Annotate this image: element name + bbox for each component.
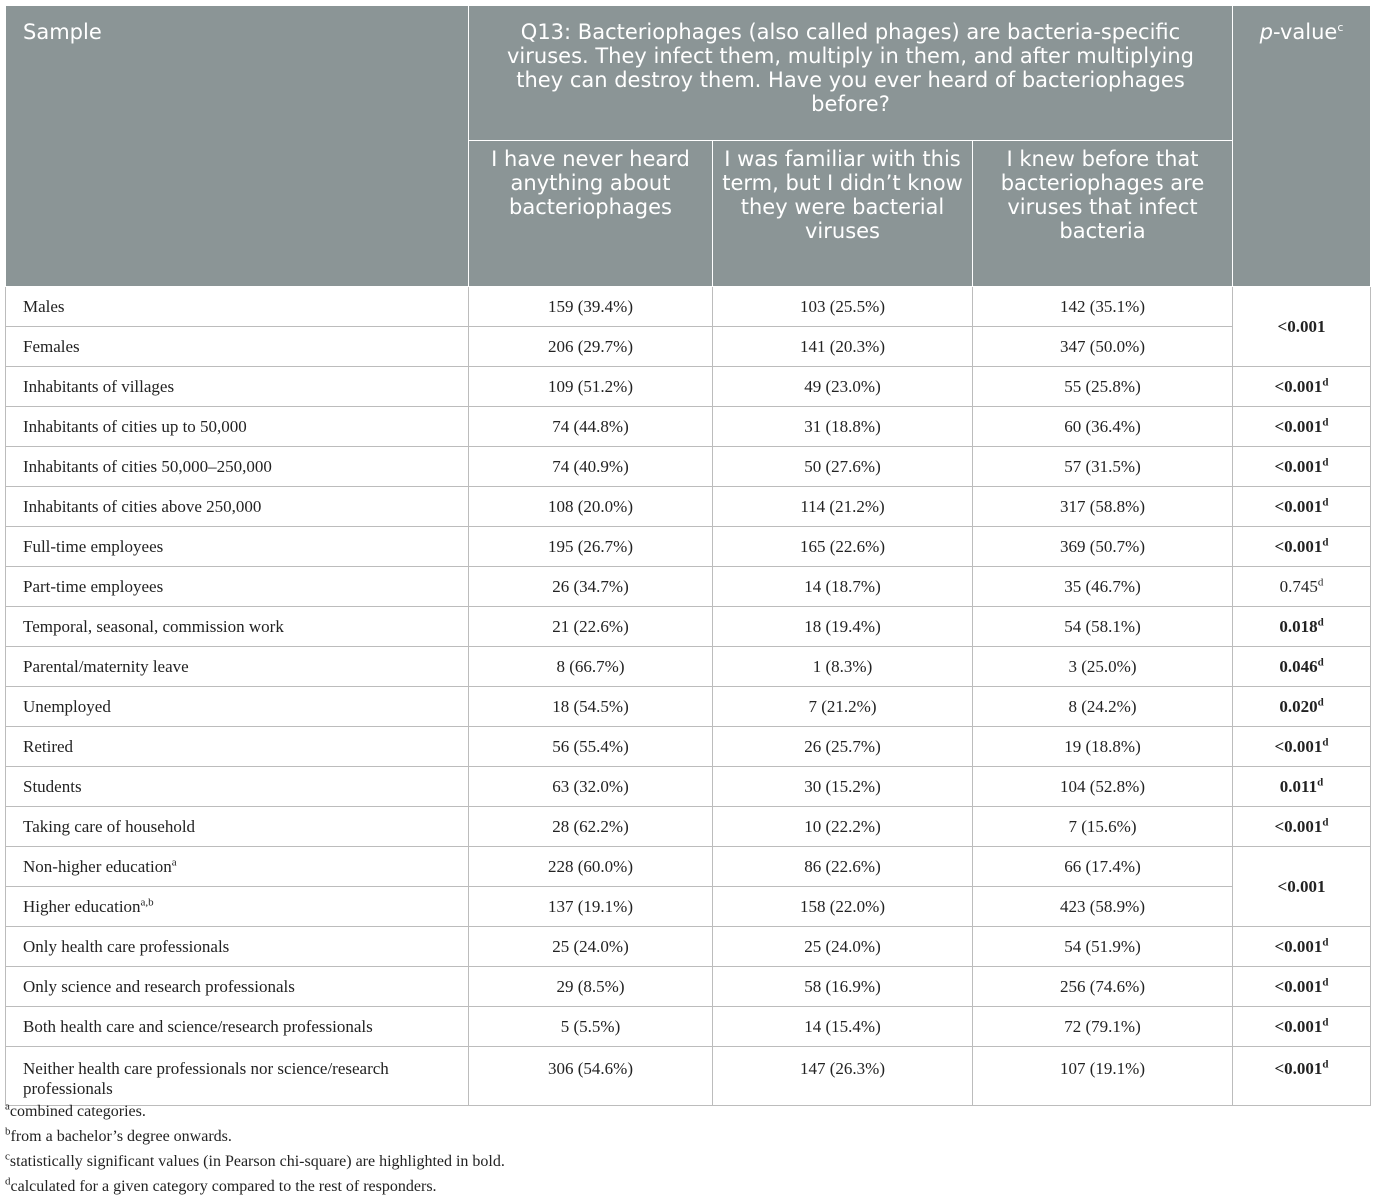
p-value-sup: d	[1322, 375, 1329, 388]
cell-familiar: 31 (18.8%)	[713, 407, 973, 447]
cell-never-heard: 56 (55.4%)	[469, 727, 713, 767]
cell-never-heard: 21 (22.6%)	[469, 607, 713, 647]
row-label: Students	[6, 767, 469, 807]
p-value: 0.745	[1279, 576, 1318, 596]
footnotes	[5, 1099, 1370, 1199]
header-sample: Sample	[6, 6, 469, 287]
p-value: <0.001	[1274, 1016, 1323, 1036]
table-row	[6, 847, 1371, 887]
cell-knew: 3 (25.0%)	[973, 647, 1233, 687]
cell-familiar: 114 (21.2%)	[713, 487, 973, 527]
p-value: <0.001	[1274, 496, 1323, 516]
p-value-sup: d	[1322, 495, 1329, 508]
cell-familiar: 158 (22.0%)	[713, 887, 973, 927]
cell-never-heard: 18 (54.5%)	[469, 687, 713, 727]
p-value-cell	[1233, 367, 1371, 407]
row-label: Parental/maternity leave	[6, 647, 469, 687]
cell-familiar: 30 (15.2%)	[713, 767, 973, 807]
table-row	[6, 327, 1371, 367]
results-table	[5, 5, 1371, 1106]
table-row	[6, 767, 1371, 807]
table-row	[6, 807, 1371, 847]
row-label-cell	[6, 887, 469, 927]
p-value-sup: d	[1322, 815, 1329, 828]
cell-familiar: 10 (22.2%)	[713, 807, 973, 847]
row-label-sup: a,b	[140, 895, 154, 908]
p-value-sup: d	[1322, 935, 1329, 948]
cell-never-heard: 159 (39.4%)	[469, 287, 713, 327]
cell-familiar: 141 (20.3%)	[713, 327, 973, 367]
p-value: 0.046	[1279, 656, 1318, 676]
cell-never-heard: 25 (24.0%)	[469, 927, 713, 967]
p-value-sup: d	[1322, 1058, 1329, 1071]
cell-familiar: 50 (27.6%)	[713, 447, 973, 487]
table-row	[6, 887, 1371, 927]
p-value: <0.001	[1274, 816, 1323, 836]
table-row	[6, 567, 1371, 607]
p-value: <0.001	[1274, 376, 1323, 396]
row-label: Inhabitants of cities up to 50,000	[6, 407, 469, 447]
footnote-mark: b	[5, 1125, 11, 1138]
p-value-sup: d	[1317, 615, 1324, 628]
cell-knew: 19 (18.8%)	[973, 727, 1233, 767]
p-value-sup: d	[1317, 655, 1324, 668]
p-value-cell	[1233, 447, 1371, 487]
table-row	[6, 967, 1371, 1007]
cell-never-heard: 74 (44.8%)	[469, 407, 713, 447]
cell-knew: 7 (15.6%)	[973, 807, 1233, 847]
cell-knew: 54 (51.9%)	[973, 927, 1233, 967]
p-value-cell	[1233, 567, 1371, 607]
table-row	[6, 487, 1371, 527]
table-row	[6, 1047, 1371, 1106]
p-value: <0.001	[1274, 416, 1323, 436]
table-row	[6, 367, 1371, 407]
row-label: Only health care professionals	[6, 927, 469, 967]
p-value-sup: d	[1322, 415, 1329, 428]
p-value-sup: d	[1322, 735, 1329, 748]
header-option-knew: I knew before that bacteriophages are viruses that infect bacteria	[973, 141, 1233, 287]
p-value: <0.001	[1274, 536, 1323, 556]
row-label: Non-higher education	[23, 856, 172, 876]
cell-never-heard: 63 (32.0%)	[469, 767, 713, 807]
cell-familiar: 147 (26.3%)	[713, 1047, 973, 1106]
row-label: Inhabitants of villages	[6, 367, 469, 407]
row-label: Inhabitants of cities 50,000–250,000	[6, 447, 469, 487]
header-question: Q13: Bacteriophages (also called phages) are bacteria-specific viruses. They infect them, multiply in them, and after multiplying they can destroy them. Have you ever heard of bacteriophages before?	[469, 6, 1233, 141]
header-option-familiar: I was familiar with this term, but I didn’t know they were bacterial viruses	[713, 141, 973, 287]
p-value-cell	[1233, 647, 1371, 687]
p-value-cell	[1233, 407, 1371, 447]
footnote-text: from a bachelor’s degree onwards.	[10, 1128, 232, 1145]
p-value-education: <0.001	[1233, 847, 1371, 927]
row-label: Only science and research professionals	[6, 967, 469, 1007]
cell-familiar: 7 (21.2%)	[713, 687, 973, 727]
footnote-text: statistically significant values (in Pearson chi-square) are highlighted in bold.	[9, 1153, 505, 1170]
p-value: <0.001	[1274, 936, 1323, 956]
footnote	[5, 1149, 1370, 1174]
p-value-sup: d	[1322, 455, 1329, 468]
p-value-cell	[1233, 967, 1371, 1007]
row-label: Full-time employees	[6, 527, 469, 567]
cell-never-heard: 74 (40.9%)	[469, 447, 713, 487]
cell-never-heard: 28 (62.2%)	[469, 807, 713, 847]
footnote	[5, 1099, 1370, 1124]
cell-familiar: 58 (16.9%)	[713, 967, 973, 1007]
row-label: Higher education	[23, 896, 141, 916]
cell-familiar: 49 (23.0%)	[713, 367, 973, 407]
cell-never-heard: 26 (34.7%)	[469, 567, 713, 607]
p-value-cell	[1233, 807, 1371, 847]
cell-knew: 347 (50.0%)	[973, 327, 1233, 367]
table-row	[6, 287, 1371, 327]
table-row	[6, 727, 1371, 767]
cell-never-heard: 206 (29.7%)	[469, 327, 713, 367]
p-value-gender: <0.001	[1233, 287, 1371, 367]
p-value-cell	[1233, 727, 1371, 767]
p-value: 0.011	[1279, 776, 1318, 796]
cell-familiar: 1 (8.3%)	[713, 647, 973, 687]
p-value: <0.001	[1274, 976, 1323, 996]
header-p-rest: -value	[1272, 20, 1338, 44]
p-value: <0.001	[1274, 736, 1323, 756]
p-value: <0.001	[1274, 456, 1323, 476]
p-value-sup: d	[1322, 975, 1329, 988]
cell-never-heard: 29 (8.5%)	[469, 967, 713, 1007]
p-value-sup: d	[1322, 535, 1329, 548]
row-label: Unemployed	[6, 687, 469, 727]
cell-knew: 54 (58.1%)	[973, 607, 1233, 647]
table-row	[6, 927, 1371, 967]
header-p-sup: c	[1337, 21, 1344, 34]
cell-familiar: 18 (19.4%)	[713, 607, 973, 647]
p-value-sup: d	[1317, 695, 1324, 708]
row-label: Males	[6, 287, 469, 327]
cell-knew: 66 (17.4%)	[973, 847, 1233, 887]
row-label: Inhabitants of cities above 250,000	[6, 487, 469, 527]
cell-knew: 104 (52.8%)	[973, 767, 1233, 807]
cell-never-heard: 8 (66.7%)	[469, 647, 713, 687]
cell-never-heard: 109 (51.2%)	[469, 367, 713, 407]
row-label: Retired	[6, 727, 469, 767]
cell-knew: 55 (25.8%)	[973, 367, 1233, 407]
table-row	[6, 647, 1371, 687]
cell-familiar: 103 (25.5%)	[713, 287, 973, 327]
cell-knew: 317 (58.8%)	[973, 487, 1233, 527]
p-value-cell	[1233, 687, 1371, 727]
p-value-sup: d	[1322, 1015, 1329, 1028]
footnote-text: combined categories.	[9, 1103, 146, 1120]
row-label-cell	[6, 847, 469, 887]
cell-knew: 256 (74.6%)	[973, 967, 1233, 1007]
cell-knew: 72 (79.1%)	[973, 1007, 1233, 1047]
header-p-value	[1233, 6, 1371, 287]
cell-familiar: 25 (24.0%)	[713, 927, 973, 967]
footnote	[5, 1174, 1370, 1199]
cell-never-heard: 5 (5.5%)	[469, 1007, 713, 1047]
p-value-sup: d	[1317, 575, 1324, 588]
table-row	[6, 407, 1371, 447]
cell-familiar: 26 (25.7%)	[713, 727, 973, 767]
p-value-cell	[1233, 767, 1371, 807]
cell-knew: 57 (31.5%)	[973, 447, 1233, 487]
cell-familiar: 14 (18.7%)	[713, 567, 973, 607]
cell-never-heard: 306 (54.6%)	[469, 1047, 713, 1106]
p-value-cell	[1233, 1047, 1371, 1106]
p-value-cell	[1233, 1007, 1371, 1047]
p-value-cell	[1233, 527, 1371, 567]
cell-knew: 60 (36.4%)	[973, 407, 1233, 447]
cell-knew: 107 (19.1%)	[973, 1047, 1233, 1106]
table-row	[6, 1007, 1371, 1047]
p-value-cell	[1233, 487, 1371, 527]
p-value-cell	[1233, 607, 1371, 647]
row-label: Females	[6, 327, 469, 367]
cell-familiar: 165 (22.6%)	[713, 527, 973, 567]
cell-never-heard: 108 (20.0%)	[469, 487, 713, 527]
footnote-mark: d	[5, 1175, 11, 1188]
row-label: Neither health care professionals nor science/research professionals	[6, 1047, 469, 1106]
p-value-cell	[1233, 927, 1371, 967]
footnote	[5, 1124, 1370, 1149]
cell-knew: 369 (50.7%)	[973, 527, 1233, 567]
cell-knew: 8 (24.2%)	[973, 687, 1233, 727]
table-row	[6, 687, 1371, 727]
cell-familiar: 14 (15.4%)	[713, 1007, 973, 1047]
p-value: 0.020	[1279, 696, 1318, 716]
cell-never-heard: 137 (19.1%)	[469, 887, 713, 927]
row-label-sup: a	[171, 855, 177, 868]
row-label: Part-time employees	[6, 567, 469, 607]
footnote-mark: c	[5, 1150, 10, 1163]
cell-knew: 35 (46.7%)	[973, 567, 1233, 607]
table-row	[6, 607, 1371, 647]
footnote-text: calculated for a given category compared to the rest of responders.	[10, 1178, 437, 1195]
row-label: Temporal, seasonal, commission work	[6, 607, 469, 647]
cell-never-heard: 195 (26.7%)	[469, 527, 713, 567]
cell-knew: 423 (58.9%)	[973, 887, 1233, 927]
p-value-sup: d	[1317, 775, 1324, 788]
table-row	[6, 527, 1371, 567]
cell-never-heard: 228 (60.0%)	[469, 847, 713, 887]
footnote-mark: a	[5, 1100, 10, 1113]
header-p-italic: p	[1259, 20, 1273, 44]
cell-knew: 142 (35.1%)	[973, 287, 1233, 327]
p-value: <0.001	[1274, 1059, 1323, 1078]
p-value: 0.018	[1279, 616, 1318, 636]
cell-familiar: 86 (22.6%)	[713, 847, 973, 887]
header-option-never-heard: I have never heard anything about bacteriophages	[469, 141, 713, 287]
table-row	[6, 447, 1371, 487]
row-label: Both health care and science/research professionals	[6, 1007, 469, 1047]
row-label: Taking care of household	[6, 807, 469, 847]
